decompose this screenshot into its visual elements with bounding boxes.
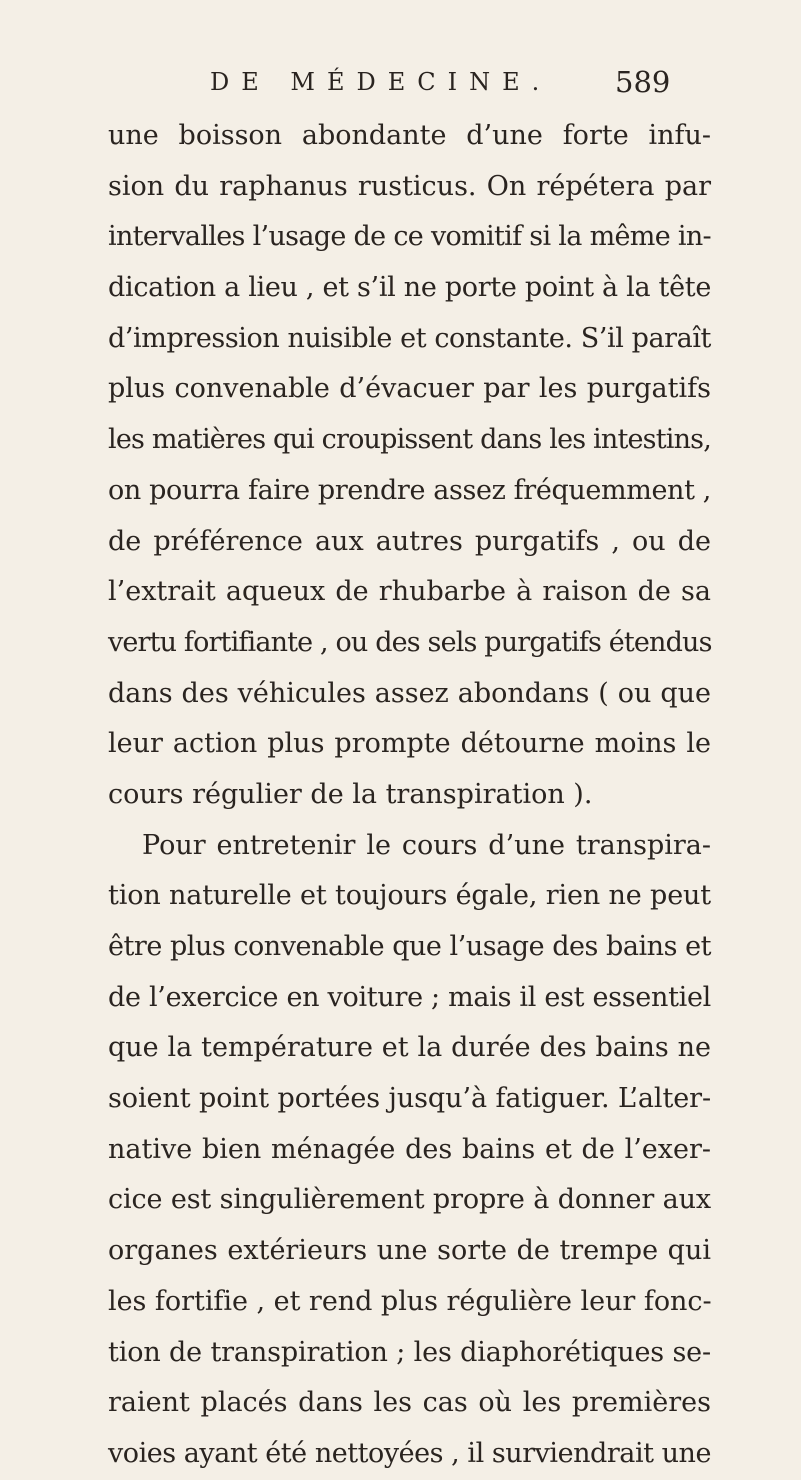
text-line: que la température et la durée des bains ne [108, 1032, 711, 1064]
text-line: sion du raphanus rusticus. On répétera par [108, 170, 711, 202]
text-line: l’extrait aqueux de rhubarbe à raison de sa [108, 576, 711, 608]
running-title: DE MÉDECINE. [210, 68, 552, 96]
text-line: les matières qui croupissent dans les intestins, [108, 424, 711, 456]
text-line: tion naturelle et toujours égale, rien ne peut [108, 880, 711, 912]
text-line: voies ayant été nettoyées , il surviendrait une [108, 1437, 711, 1469]
text-line: raient placés dans les cas où les premières [108, 1387, 711, 1419]
text-line: Pour entretenir le cours d’une transpira- [142, 829, 711, 861]
text-line: vertu fortifiante , ou des sels purgatifs étendus [108, 626, 712, 658]
text-line: organes extérieurs une sorte de trempe qui [108, 1235, 711, 1267]
text-line: dication a lieu , et s’il ne porte point à la tête [108, 272, 711, 304]
text-line: une boisson abondante d’une forte infu- [108, 120, 711, 151]
text-line: intervalles l’usage de ce vomitif si la même in- [108, 221, 711, 253]
text-line: leur action plus prompte détourne moins le [108, 728, 711, 760]
text-line: on pourra faire prendre assez fréquemment , [108, 474, 711, 506]
text-line: les fortifie , et rend plus régulière leur fonc- [108, 1285, 712, 1317]
text-line: plus convenable d’évacuer par les purgatifs [108, 373, 711, 405]
running-head [0, 62, 801, 102]
text-line: cice est singulièrement propre à donner aux [108, 1184, 711, 1216]
text-line: de l’exercice en voiture ; mais il est essentiel [108, 981, 711, 1013]
text-line: dans des véhicules assez abondans ( ou que [108, 677, 711, 709]
text-line: cours régulier de la transpiration ). [108, 778, 593, 810]
text-line: d’impression nuisible et constante. S’il paraît [108, 322, 711, 354]
text-line: de préférence aux autres purgatifs , ou de [108, 525, 711, 557]
text-line: native bien ménagée des bains et de l’exer- [108, 1133, 711, 1165]
text-line: soient point portées jusqu’à fatiguer. L’alter- [108, 1083, 711, 1115]
page-number: 589 [615, 65, 671, 99]
text-line: être plus convenable que l’usage des bains et [108, 931, 711, 962]
text-line: tion de transpiration ; les diaphorétiques se- [108, 1336, 711, 1368]
body-text [108, 111, 711, 1480]
